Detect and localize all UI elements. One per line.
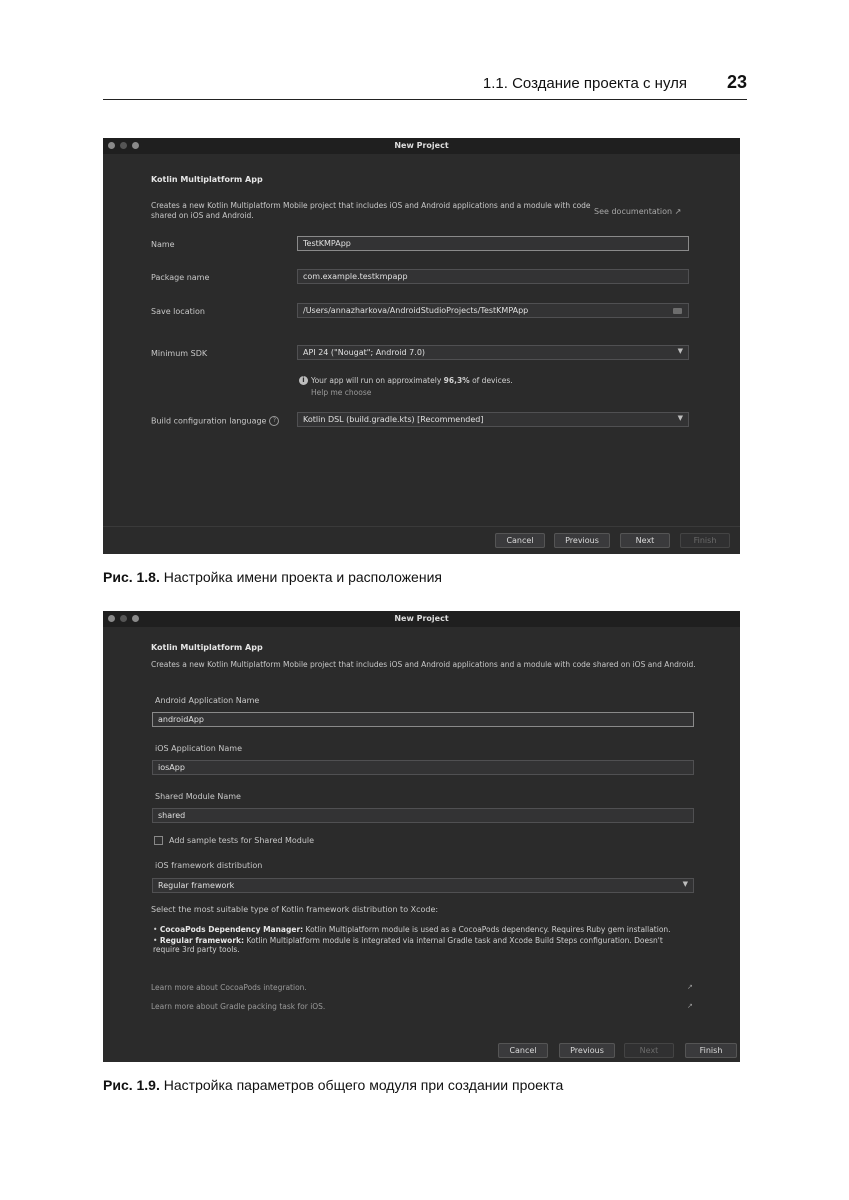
caption-label: Рис. 1.9. xyxy=(103,1077,160,1093)
sample-tests-label: Add sample tests for Shared Module xyxy=(169,836,315,845)
chevron-down-icon: ▼ xyxy=(677,347,683,355)
template-title: Kotlin Multiplatform App xyxy=(151,175,263,184)
window-title: New Project xyxy=(394,141,449,150)
cancel-button[interactable]: Cancel xyxy=(498,1043,548,1058)
package-name-input[interactable] xyxy=(297,269,689,284)
footer-divider xyxy=(103,526,740,527)
cocoapods-title: CocoaPods Dependency Manager: xyxy=(159,925,304,934)
ios-framework-select[interactable] xyxy=(152,878,694,893)
page-header xyxy=(103,70,747,100)
figure-caption-1-8 xyxy=(103,569,442,585)
help-me-choose-link[interactable]: Help me choose xyxy=(311,388,372,397)
save-location-label: Save location xyxy=(151,307,205,316)
template-title: Kotlin Multiplatform App xyxy=(151,643,263,652)
cocoapods-text: Kotlin Multiplatform module is used as a CocoaPods dependency. Requires Ruby gem installation. xyxy=(303,925,671,934)
minimum-sdk-value: API 24 ("Nougat"; Android 7.0) xyxy=(303,348,426,357)
chevron-down-icon: ▼ xyxy=(682,880,688,888)
framework-options-list xyxy=(153,925,688,956)
title-bar xyxy=(103,138,740,154)
caption-label: Рис. 1.8. xyxy=(103,569,160,585)
save-location-value: /Users/annazharkova/AndroidStudioProjects/TestKMPApp xyxy=(303,306,529,315)
template-description: Creates a new Kotlin Multiplatform Mobile project that includes iOS and Android applications and a module with code shared on iOS and Android. xyxy=(151,201,591,220)
build-config-value: Kotlin DSL (build.gradle.kts) [Recommended] xyxy=(303,415,484,424)
package-name-label: Package name xyxy=(151,273,210,282)
shared-module-name-input[interactable] xyxy=(152,808,694,823)
android-app-name-value: androidApp xyxy=(158,715,204,724)
name-input[interactable] xyxy=(297,236,689,251)
external-link-icon[interactable]: ↗ xyxy=(687,983,693,991)
build-config-select[interactable] xyxy=(297,412,689,427)
sdk-info-percent: 96,3% xyxy=(443,376,470,385)
ios-framework-value: Regular framework xyxy=(158,881,235,890)
page-number: 23 xyxy=(726,72,747,92)
list-item: • CocoaPods Dependency Manager: Kotlin Multiplatform module is used as a CocoaPods dependency. Requires Ruby gem installation. xyxy=(153,925,671,934)
sdk-coverage-info xyxy=(311,376,513,386)
next-button[interactable]: Next xyxy=(620,533,670,548)
ios-framework-label: iOS framework distribution xyxy=(155,861,263,870)
figure-caption-1-9 xyxy=(103,1077,563,1093)
finish-button: Finish xyxy=(680,533,730,548)
running-head: 1.1. Создание проекта с нуля xyxy=(482,75,687,92)
caption-text: Настройка параметров общего модуля при создании проекта xyxy=(159,1077,564,1093)
new-project-window-1 xyxy=(103,138,740,554)
android-app-name-input[interactable] xyxy=(152,712,694,727)
info-icon: i xyxy=(299,376,308,385)
learn-gradle-link[interactable]: Learn more about Gradle packing task for iOS. xyxy=(151,1002,326,1011)
save-location-input[interactable] xyxy=(297,303,689,318)
ios-app-name-input[interactable] xyxy=(152,760,694,775)
new-project-window-2 xyxy=(103,611,740,1062)
caption-text: Настройка имени проекта и расположения xyxy=(159,569,442,585)
see-documentation-link[interactable]: See documentation ↗ xyxy=(594,207,682,216)
sample-tests-checkbox[interactable] xyxy=(154,836,163,845)
help-icon[interactable]: ? xyxy=(269,416,279,426)
previous-button[interactable]: Previous xyxy=(554,533,610,548)
ios-app-name-label: iOS Application Name xyxy=(155,744,242,753)
shared-module-name-value: shared xyxy=(158,811,186,820)
build-config-label xyxy=(151,416,279,426)
ios-app-name-value: iosApp xyxy=(158,763,185,772)
sdk-info-suffix: of devices. xyxy=(469,376,513,385)
framework-hint: Select the most suitable type of Kotlin framework distribution to Xcode: xyxy=(151,905,439,914)
template-description: Creates a new Kotlin Multiplatform Mobile project that includes iOS and Android applications and a module with code shared on iOS and Android. xyxy=(151,660,696,669)
minimum-sdk-label: Minimum SDK xyxy=(151,349,208,358)
chevron-down-icon: ▼ xyxy=(677,414,683,422)
finish-button[interactable]: Finish xyxy=(685,1043,737,1058)
regular-title: Regular framework: xyxy=(159,935,245,945)
android-app-name-label: Android Application Name xyxy=(155,696,260,705)
name-value: TestKMPApp xyxy=(303,239,351,248)
list-item: • Regular framework: Kotlin Multiplatform module is integrated via internal Gradle task and Xcode Build Steps configuration. Doesn't require 3rd party tools. xyxy=(153,935,663,954)
build-config-label-text: Build configuration language xyxy=(151,416,267,426)
previous-button[interactable]: Previous xyxy=(559,1043,615,1058)
learn-cocoapods-link[interactable]: Learn more about CocoaPods integration. xyxy=(151,983,307,992)
shared-module-name-label: Shared Module Name xyxy=(155,792,241,801)
sdk-info-prefix: Your app will run on approximately xyxy=(311,376,444,385)
external-link-icon[interactable]: ↗ xyxy=(687,1002,693,1010)
next-button: Next xyxy=(624,1043,674,1058)
folder-icon[interactable] xyxy=(673,308,682,314)
package-name-value: com.example.testkmpapp xyxy=(303,272,408,281)
cancel-button[interactable]: Cancel xyxy=(495,533,545,548)
regular-text: Kotlin Multiplatform module is integrated via internal Gradle task and Xcode Build Steps configuration. Doesn't require 3rd party tools. xyxy=(153,935,663,954)
minimum-sdk-select[interactable] xyxy=(297,345,689,360)
window-title: New Project xyxy=(394,614,449,623)
name-label: Name xyxy=(151,240,175,249)
title-bar xyxy=(103,611,740,627)
